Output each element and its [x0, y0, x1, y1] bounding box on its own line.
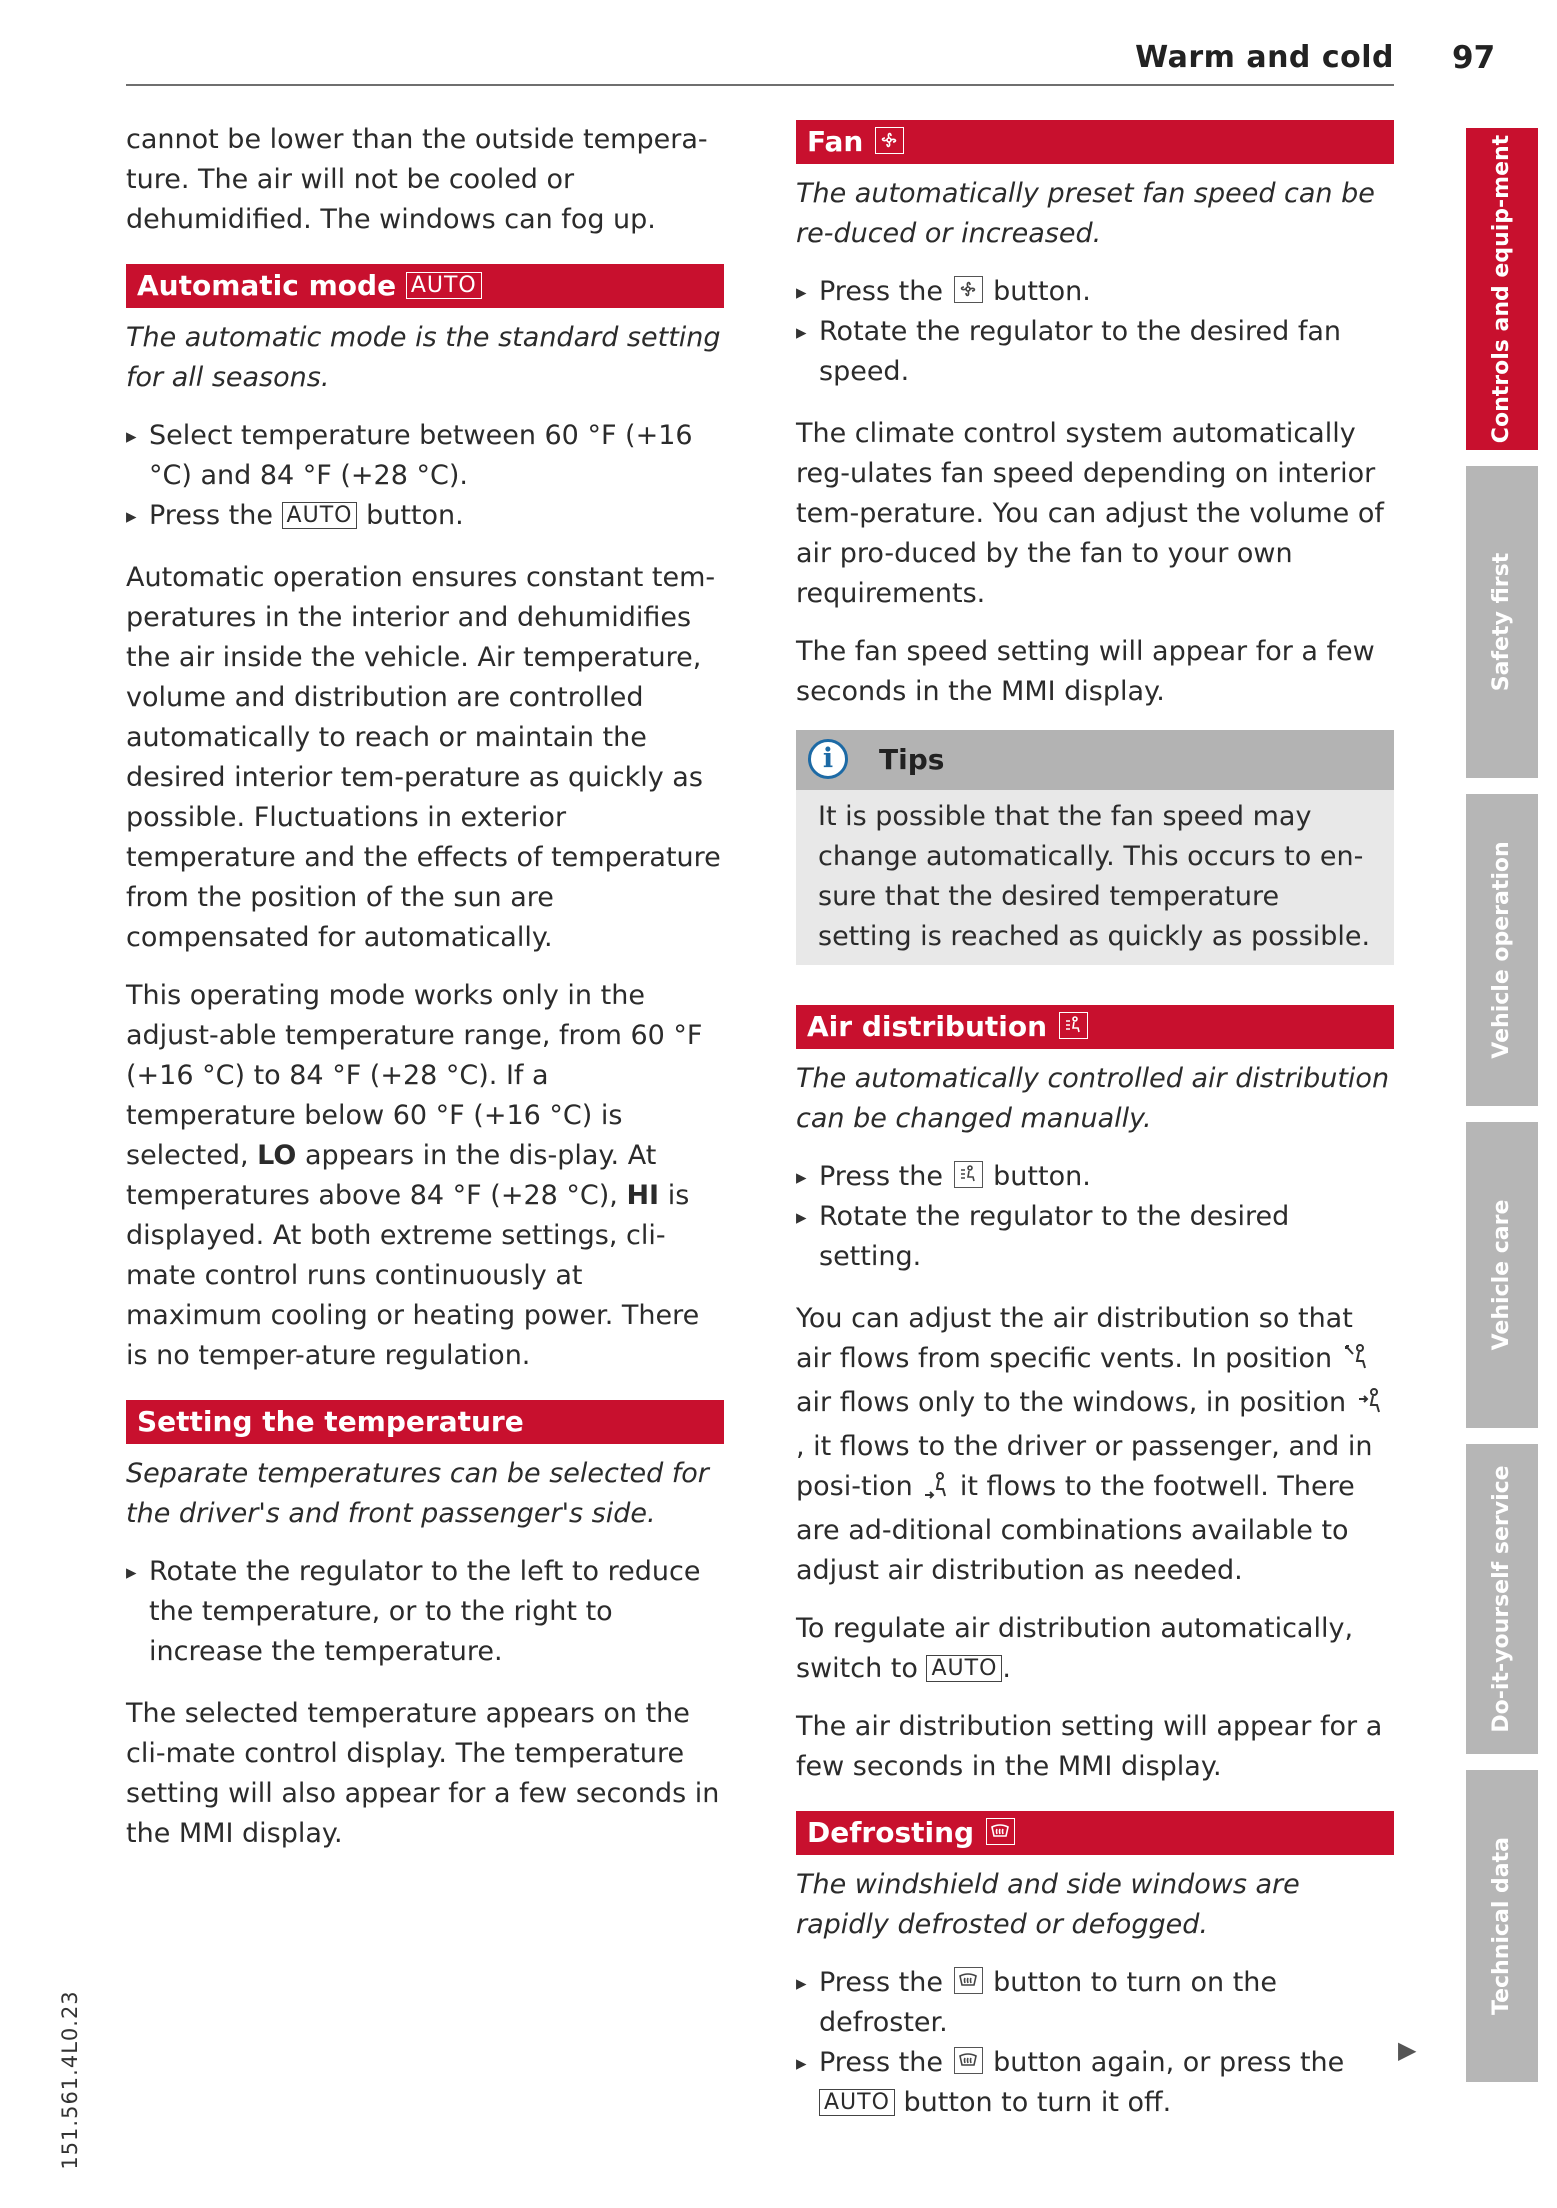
fan-display-paragraph: The fan speed setting will appear for a few seconds in the MMI display. — [796, 636, 1375, 707]
step-item — [796, 1963, 1394, 2043]
step-text: Press the — [149, 500, 273, 531]
setting-temperature-steps — [126, 1552, 724, 1672]
air-distribution-display-paragraph: The air distribution setting will appear for a few seconds in the MMI display. — [796, 1711, 1383, 1782]
step-item — [796, 2043, 1394, 2123]
fan-steps — [796, 272, 1394, 392]
auto-distribution-paragraph — [796, 1609, 1394, 1689]
setting-temperature-subtitle: Separate temperatures can be selected for the driver's and front passenger's side. — [126, 1458, 709, 1529]
document-code: 151.561.4L0.23 — [58, 1990, 82, 2170]
air-distribution-icon — [954, 1161, 983, 1188]
body-text: , it flows to the driver or passenger, and in posi-tion — [796, 1431, 1373, 1502]
air-distribution-heading — [796, 1005, 1394, 1049]
fan-icon — [875, 127, 904, 154]
body-text: . — [1002, 1653, 1011, 1684]
side-tab-label: Vehicle care — [1489, 1199, 1514, 1351]
step-item — [796, 272, 1394, 312]
automatic-mode-heading — [126, 264, 724, 308]
side-tab-do-it-yourself-service[interactable] — [1466, 1444, 1538, 1754]
tips-box — [796, 730, 1394, 965]
step-text: Press the — [819, 276, 943, 307]
fan-paragraph: The climate control system automatically reg-ulates fan speed depending on interior tem-perature. You can adjust the volume of air pro-duced by the fan to your own requirements. — [796, 418, 1384, 609]
side-tab-controls-and-equipment[interactable] — [1466, 128, 1538, 450]
windshield-vent-icon — [1343, 1343, 1369, 1383]
step-item: ▸ Rotate the regulator to the left to reduce the temperature, or to the right to increase the temperature. — [126, 1552, 724, 1672]
side-tab-label: Technical data — [1489, 1837, 1514, 2015]
step-item — [796, 1157, 1394, 1197]
auto-keycap: AUTO — [926, 1655, 1002, 1682]
auto-keycap: AUTO — [406, 272, 482, 299]
step-text: button. — [366, 500, 464, 531]
air-distribution-heading-text: Air distribution — [807, 1010, 1048, 1043]
footwell-vent-icon — [923, 1471, 949, 1511]
fan-icon — [954, 276, 983, 303]
fan-subtitle: The automatically preset fan speed can be re-duced or increased. — [796, 178, 1375, 249]
side-tab-label: Do-it-yourself service — [1489, 1465, 1514, 1733]
step-text: button to turn on the defroster. — [819, 1967, 1278, 2038]
left-column — [126, 120, 724, 1872]
step-text: button. — [993, 1161, 1091, 1192]
automatic-mode-subtitle: The automatic mode is the standard setting for all seasons. — [126, 322, 721, 393]
step-text: button again, or press the — [993, 2047, 1345, 2078]
air-distribution-steps — [796, 1157, 1394, 1277]
setting-temperature-heading: Setting the temperature — [126, 1400, 724, 1444]
air-distribution-paragraph — [796, 1299, 1394, 1591]
operating-range-paragraph — [126, 976, 724, 1376]
automatic-mode-heading-text: Automatic mode — [137, 269, 397, 302]
hi-indicator: HI — [626, 1180, 660, 1211]
body-text: air flows only to the windows, in position — [796, 1387, 1347, 1418]
chapter-title: Warm and cold — [1135, 40, 1394, 75]
upper-body-vent-icon — [1357, 1387, 1383, 1427]
side-tab-safety-first[interactable] — [1466, 466, 1538, 778]
tips-header — [796, 730, 1394, 790]
page-header — [126, 38, 1394, 86]
setting-temperature-paragraph: The selected temperature appears on the cli-mate control display. The temperature setting will also appear for a few seconds in the MMI display. — [126, 1698, 720, 1849]
defrost-icon — [954, 2047, 983, 2074]
continue-arrow-icon: ▶ — [1398, 2036, 1417, 2064]
body-text: it flows to the footwell. There are ad-ditional combinations available to adjust air distribution as needed. — [796, 1471, 1355, 1586]
intro-paragraph: cannot be lower than the outside tempera-ture. The air will not be cooled or dehumidified. The windows can fog up. — [126, 124, 708, 235]
fan-heading-text: Fan — [807, 125, 864, 158]
step-text: button. — [993, 276, 1091, 307]
defrost-icon — [986, 1818, 1015, 1845]
step-text: button to turn it off. — [903, 2087, 1172, 2118]
defrosting-heading — [796, 1811, 1394, 1855]
body-text: is displayed. At both extreme settings, cli-mate control runs continuously at maximum cooling or heating power. There is no temper-ature regulation. — [126, 1180, 700, 1371]
automatic-mode-steps — [126, 416, 724, 536]
auto-keycap: AUTO — [819, 2089, 895, 2116]
page-number: 97 — [1452, 40, 1496, 76]
info-icon: i — [808, 739, 848, 779]
automatic-mode-paragraph: Automatic operation ensures constant tem-peratures in the interior and dehumidifies the air inside the vehicle. Air temperature, volume and distribution are controlled automatically to reach or maintain the desired interior tem-perature as quickly as possible. Fluctuations in exterior temperature and the effects of temperature from the position of the sun are compensated for automatically. — [126, 562, 721, 953]
air-distribution-icon — [1059, 1012, 1088, 1039]
step-text: Press the — [819, 1967, 943, 1998]
lo-indicator: LO — [257, 1140, 297, 1171]
body-text: You can adjust the air distribution so that air flows from specific vents. In position — [796, 1303, 1353, 1374]
tips-body: It is possible that the fan speed may change automatically. This occurs to en-sure that the desired temperature setting is reached as quickly as possible. — [818, 801, 1371, 952]
defrost-icon — [954, 1967, 983, 1994]
side-tab-label: Safety first — [1489, 552, 1514, 692]
defrosting-heading-text: Defrosting — [807, 1816, 975, 1849]
defrosting-steps — [796, 1963, 1394, 2123]
body-text: To regulate air distribution automatically, switch to — [796, 1613, 1354, 1684]
right-column — [796, 120, 1394, 2145]
step-text: Press the — [819, 2047, 943, 2078]
step-item: ▸ Rotate the regulator to the desired setting. — [796, 1197, 1394, 1277]
body-text: This operating mode works only in the adjust-able temperature range, from 60 °F (+16 °C) to 84 °F (+28 °C). If a temperature below 60 °F (+16 °C) is selected, — [126, 980, 703, 1171]
step-item — [126, 496, 724, 536]
tips-title: Tips — [879, 743, 945, 776]
auto-keycap: AUTO — [282, 502, 358, 529]
step-item: ▸ Select temperature between 60 °F (+16 °C) and 84 °F (+28 °C). — [126, 416, 724, 496]
body-text: appears in the dis-play. At temperatures above 84 °F (+28 °C), — [126, 1140, 657, 1211]
side-tab-vehicle-operation[interactable] — [1466, 794, 1538, 1106]
fan-heading — [796, 120, 1394, 164]
side-tab-vehicle-care[interactable] — [1466, 1122, 1538, 1428]
step-text: Press the — [819, 1161, 943, 1192]
side-tab-label: Controls and equip-ment — [1489, 134, 1514, 444]
air-distribution-subtitle: The automatically controlled air distribution can be changed manually. — [796, 1063, 1390, 1134]
defrosting-subtitle: The windshield and side windows are rapidly defrosted or defogged. — [796, 1869, 1300, 1940]
side-tab-label: Vehicle operation — [1489, 841, 1514, 1059]
step-item: ▸ Rotate the regulator to the desired fan speed. — [796, 312, 1394, 392]
side-tab-technical-data[interactable] — [1466, 1770, 1538, 2082]
